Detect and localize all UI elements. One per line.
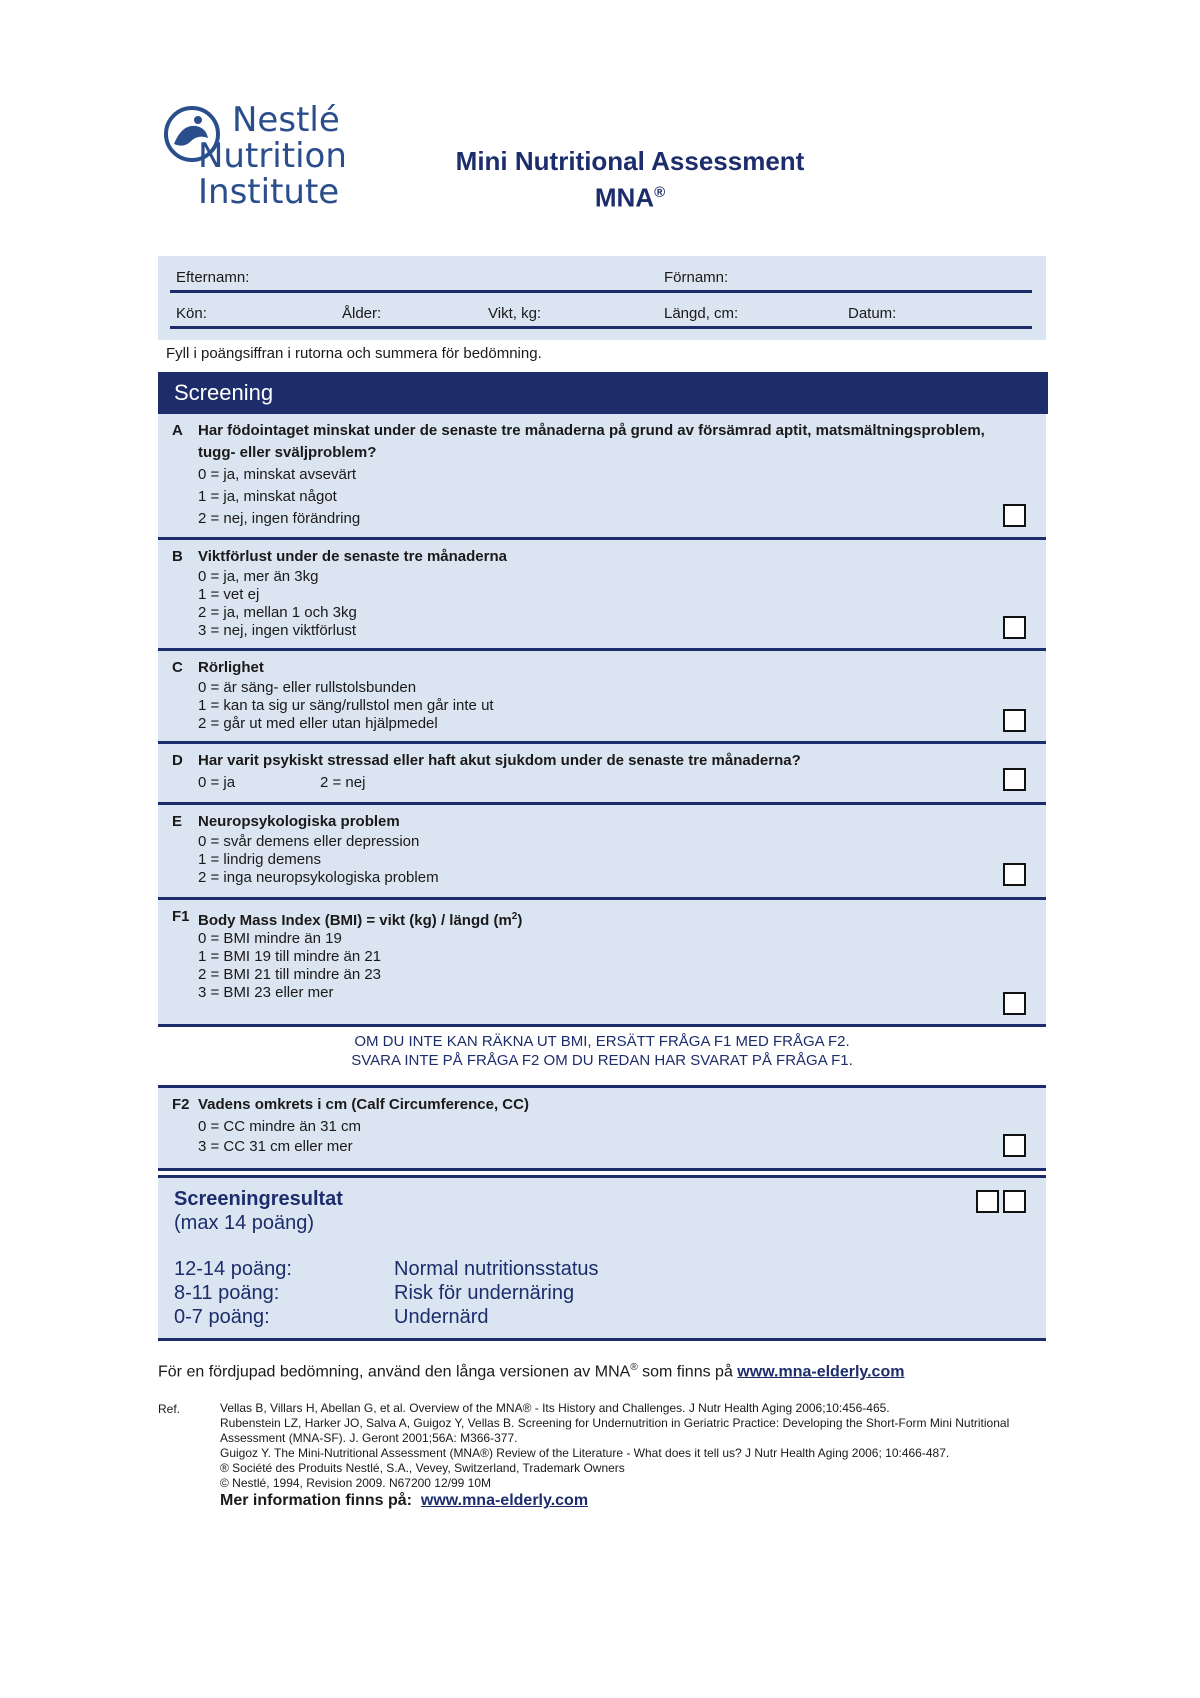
title-mna	[400, 177, 860, 214]
result-label: Normal nutritionsstatus	[394, 1258, 599, 1280]
question-letter: A	[172, 422, 183, 439]
question-a	[158, 414, 1046, 540]
weight-field[interactable]: Vikt, kg:	[488, 305, 542, 322]
option: 1 = kan ta sig ur säng/rullstol men går inte ut	[198, 697, 494, 714]
screening-heading: Screening	[174, 380, 274, 405]
more-info-link[interactable]: www.mna-elderly.com	[420, 1492, 589, 1509]
bmi-note-line-1: OM DU INTE KAN RÄKNA UT BMI, ERSÄTT FRÅGA F1 MED FRÅGA F2.	[354, 1033, 850, 1050]
question-title: Rörlighet	[198, 659, 264, 676]
option: 0 = CC mindre än 31 cm	[198, 1118, 361, 1135]
logo-line-1: Nestlé	[232, 100, 340, 140]
result-subtitle: (max 14 poäng)	[174, 1212, 315, 1234]
question-title: Viktförlust under de senaste tre månaderna	[198, 548, 507, 565]
question-e	[158, 805, 1046, 900]
score-box-f2[interactable]	[1003, 1134, 1026, 1157]
option: 0 = ja, mer än 3kg	[198, 568, 319, 585]
option: 1 = vet ej	[198, 586, 260, 603]
patient-info-box	[158, 256, 1046, 340]
option: 0 = BMI mindre än 19	[198, 930, 342, 947]
question-letter: F1	[172, 908, 190, 925]
logo-wordmark	[198, 102, 347, 210]
bmi-note-line-2: SVARA INTE PÅ FRÅGA F2 OM DU REDAN HAR SVARAT PÅ FRÅGA F1.	[351, 1052, 853, 1069]
question-d	[158, 744, 1046, 805]
mna-elderly-link[interactable]: www.mna-elderly.com	[737, 1363, 905, 1381]
date-field[interactable]: Datum:	[848, 305, 897, 322]
form-title	[400, 145, 860, 214]
footer-mark: ®	[630, 1362, 638, 1373]
result-points: 0-7 poäng:	[174, 1306, 270, 1328]
score-box-b[interactable]	[1003, 616, 1026, 639]
question-title: Har varit psykiskt stressad eller haft akut sjukdom under de senaste tre månaderna?	[198, 752, 801, 769]
option: 0 = är säng- eller rullstolsbunden	[198, 679, 417, 696]
result-points: 8-11 poäng:	[174, 1282, 280, 1304]
result-points: 12-14 poäng:	[174, 1258, 292, 1280]
question-f1	[158, 900, 1046, 1027]
reference-3: Guigoz Y. The Mini-Nutritional Assessment (MNA®) Review of the Literature - What does it tell us? J Nutr Health Aging 2006; 10:466-487.	[220, 1446, 950, 1460]
screening-header	[158, 372, 1048, 414]
sex-field[interactable]: Kön:	[176, 305, 207, 322]
option: 1 = BMI 19 till mindre än 21	[198, 948, 382, 965]
bmi-title-end: )	[517, 912, 523, 929]
question-title: Neuropsykologiska problem	[198, 813, 400, 830]
fill-instruction: Fyll i poängsiffran i rutorna och summera för bedömning.	[166, 345, 542, 362]
info-row-names	[170, 262, 1032, 293]
more-info	[220, 1493, 1032, 1508]
option: 3 = BMI 23 eller mer	[198, 984, 334, 1001]
info-row-details	[170, 298, 1032, 329]
height-field[interactable]: Längd, cm:	[664, 305, 739, 322]
option: 0 = ja	[198, 774, 236, 791]
option: 3 = nej, ingen viktförlust	[198, 622, 357, 639]
footer-text: För en fördjupad bedömning, använd den långa versionen av MNA	[158, 1363, 631, 1381]
option: 2 = nej	[320, 774, 366, 791]
question-letter: D	[172, 752, 183, 769]
question-title	[198, 906, 998, 932]
score-box-c[interactable]	[1003, 709, 1026, 732]
result-label: Risk för undernäring	[394, 1282, 575, 1304]
firstname-field[interactable]: Förnamn:	[664, 269, 729, 286]
score-box-a[interactable]	[1003, 504, 1026, 527]
result-title: Screeningresultat	[174, 1188, 343, 1210]
more-info-label: Mer information finns på:	[220, 1492, 412, 1509]
copyright-note: © Nestlé, 1994, Revision 2009. N67200 12/99 10M	[220, 1476, 492, 1490]
footer-text-2: som finns på	[637, 1363, 738, 1381]
logo-line-2: Nutrition	[198, 136, 347, 176]
result-row	[174, 1258, 599, 1281]
option: 2 = BMI 21 till mindre än 23	[198, 966, 382, 983]
result-row	[174, 1306, 489, 1329]
total-score-box-tens[interactable]	[976, 1190, 999, 1213]
logo-line-3: Institute	[198, 172, 340, 212]
option: 2 = ja, mellan 1 och 3kg	[198, 604, 357, 621]
bmi-note	[158, 1032, 1046, 1070]
option: 2 = går ut med eller utan hjälpmedel	[198, 715, 438, 732]
option: 1 = lindrig demens	[198, 851, 321, 868]
surname-field[interactable]: Efternamn:	[176, 269, 250, 286]
score-box-e[interactable]	[1003, 863, 1026, 886]
result-label: Undernärd	[394, 1306, 489, 1328]
nestle-nutrition-institute-logo	[162, 102, 358, 224]
total-score-box-units[interactable]	[1003, 1190, 1026, 1213]
bmi-title-sup: 2	[511, 911, 518, 922]
registered-mark: ®	[654, 184, 666, 201]
reference-2: Rubenstein LZ, Harker JO, Salva A, Guigoz Y, Vellas B. Screening for Undernutrition in Geriatric Practice: Developing the Short-Form Mini Nutritional Assessment (MNA-SF). J. Geront 2001;56A: M366-377.	[220, 1416, 1010, 1445]
references	[220, 1401, 1032, 1508]
option: 1 = ja, minskat något	[198, 488, 337, 505]
question-b	[158, 540, 1046, 651]
option: 3 = CC 31 cm eller mer	[198, 1138, 353, 1155]
screening-result	[158, 1175, 1046, 1341]
question-title: Vadens omkrets i cm (Calf Circumference, CC)	[198, 1096, 529, 1113]
ref-label: Ref.	[158, 1402, 181, 1416]
mna-text: MNA	[594, 182, 655, 213]
question-f2	[158, 1085, 1046, 1171]
question-letter: F2	[172, 1096, 190, 1113]
result-row	[174, 1282, 574, 1305]
bmi-title-text: Body Mass Index (BMI) = vikt (kg) / längd (m	[198, 912, 512, 929]
footer-line	[158, 1362, 904, 1381]
question-letter: E	[172, 813, 183, 830]
option: 0 = svår demens eller depression	[198, 833, 420, 850]
total-score-boxes	[972, 1190, 1026, 1218]
question-c	[158, 651, 1046, 744]
question-letter: C	[172, 659, 183, 676]
question-letter: B	[172, 548, 183, 565]
option: 2 = inga neuropsykologiska problem	[198, 869, 439, 886]
trademark-note: ® Société des Produits Nestlé, S.A., Vevey, Switzerland, Trademark Owners	[220, 1461, 625, 1475]
option: 0 = ja, minskat avsevärt	[198, 466, 356, 483]
score-box-d[interactable]	[1003, 768, 1026, 791]
age-field[interactable]: Ålder:	[342, 305, 382, 322]
title-main: Mini Nutritional Assessment	[455, 146, 805, 176]
option: 2 = nej, ingen förändring	[198, 510, 361, 527]
reference-1: Vellas B, Villars H, Abellan G, et al. Overview of the MNA® - Its History and Challenges. J Nutr Health Aging 2006;10:456-465.	[220, 1401, 890, 1415]
score-box-f1[interactable]	[1003, 992, 1026, 1015]
question-title: Har födointaget minskat under de senaste tre månaderna på grund av försämrad aptit, matsmältningsproblem, tugg- eller sväljproblem?	[198, 422, 985, 461]
